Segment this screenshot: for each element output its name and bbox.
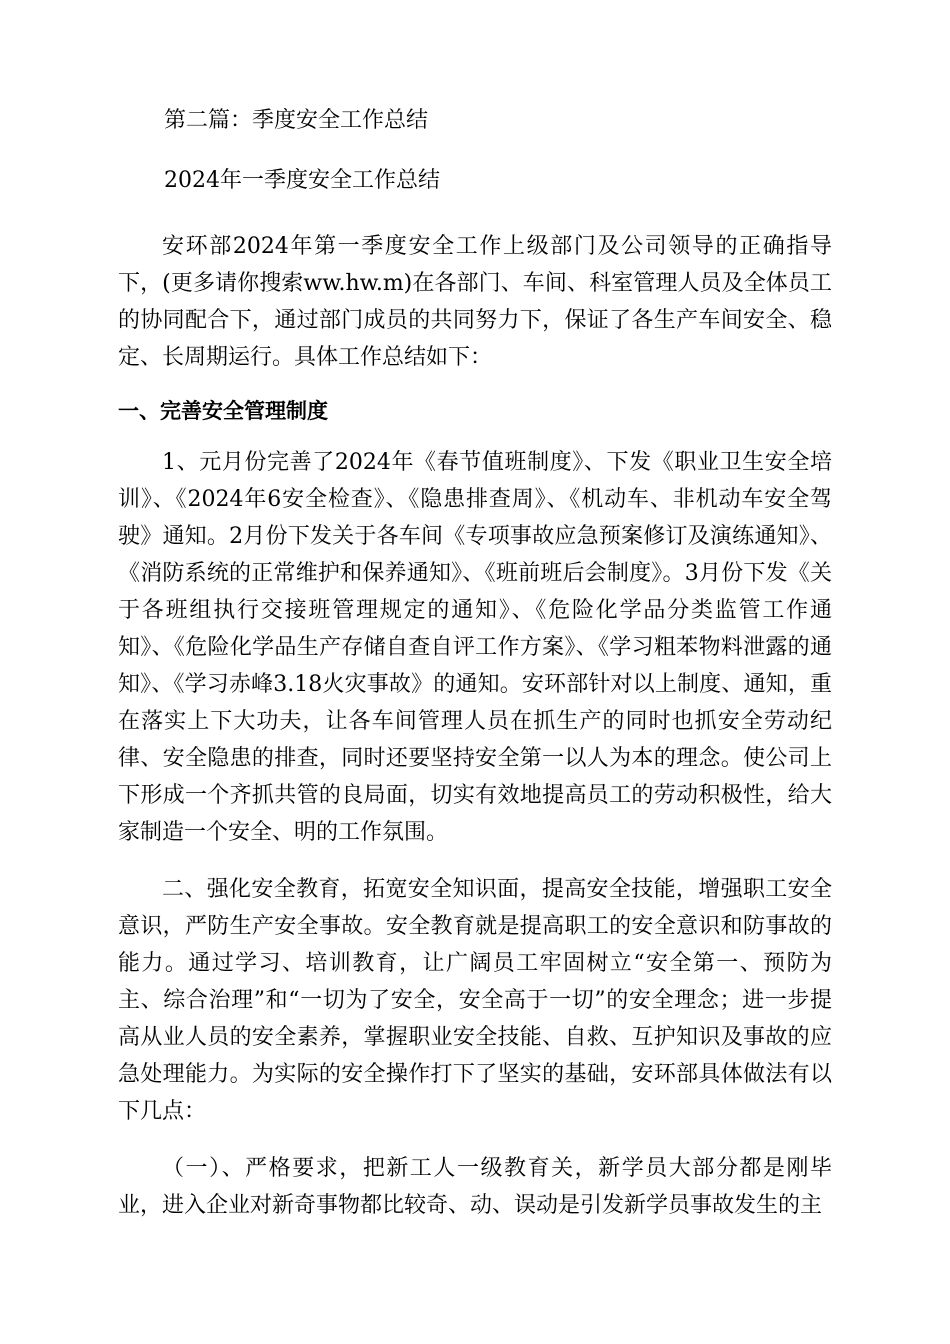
document-page (118, 110, 832, 1244)
section-1-paragraph: 1、元月份完善了2024年《春节值班制度》、下发《职业卫生安全培训》、《2024年6安全检查》、《隐患排查周》、《机动车、非机动车安全驾驶》通知。2月份下发关于各车间《专项事故应急预案修订及演练通知》、《消防系统的正常维护和保养通知》、《班前班后会制度》。3月份下发《关于各班组执行交接班管理规定的通知》、《危险化学品分类监管工作通知》、《危险化学品生产存储自查自评工作方案》、《学习粗苯物料泄露的通知》、《学习赤峰3.18火灾事故》的通知。安环部针对以上制度、通知，重在落实上下大功夫，让各车间管理人员在抓生产的同时也抓安全劳动纪律、安全隐患的排查，同时还要坚持安全第一以人为本的理念。使公司上下形成一个齐抓共管的良局面，切实有效地提高员工的劳动积极性，给大家制造一个安全、明的工作氛围。 (118, 450, 832, 845)
document-subtitle: 2024年一季度安全工作总结 (164, 168, 440, 193)
intro-paragraph: 安环部2024年第一季度安全工作上级部门及公司领导的正确指导下，(更多请你搜索ww.hw.m)在各部门、车间、科室管理人员及全体员工的协同配合下，通过部门成员的共同努力下，保证了各生产车间安全、稳定、长周期运行。具体工作总结如下： (118, 234, 832, 370)
section-1-heading: 一、完善安全管理制度 (118, 399, 328, 423)
document-title: 第二篇：季度安全工作总结 (164, 108, 429, 133)
section-2-item-1: （一）、严格要求，把新工人一级教育关，新学员大部分都是刚毕业，进入企业对新奇事物都比较奇、动、误动是引发新学员事故发生的主 (118, 1156, 832, 1218)
section-2-paragraph: 二、强化安全教育，拓宽安全知识面，提高安全技能，增强职工安全意识，严防生产安全事故。安全教育就是提高职工的安全意识和防事故的能力。通过学习、培训教育，让广阔员工牢固树立“安全第一、预防为主、综合治理”和“一切为了安全，安全高于一切”的安全理念；进一步提高从业人员的安全素养，掌握职业安全技能、自救、互护知识及事故的应急处理能力。为实际的安全操作打下了坚实的基础，安环部具体做法有以下几点： (118, 877, 832, 1124)
